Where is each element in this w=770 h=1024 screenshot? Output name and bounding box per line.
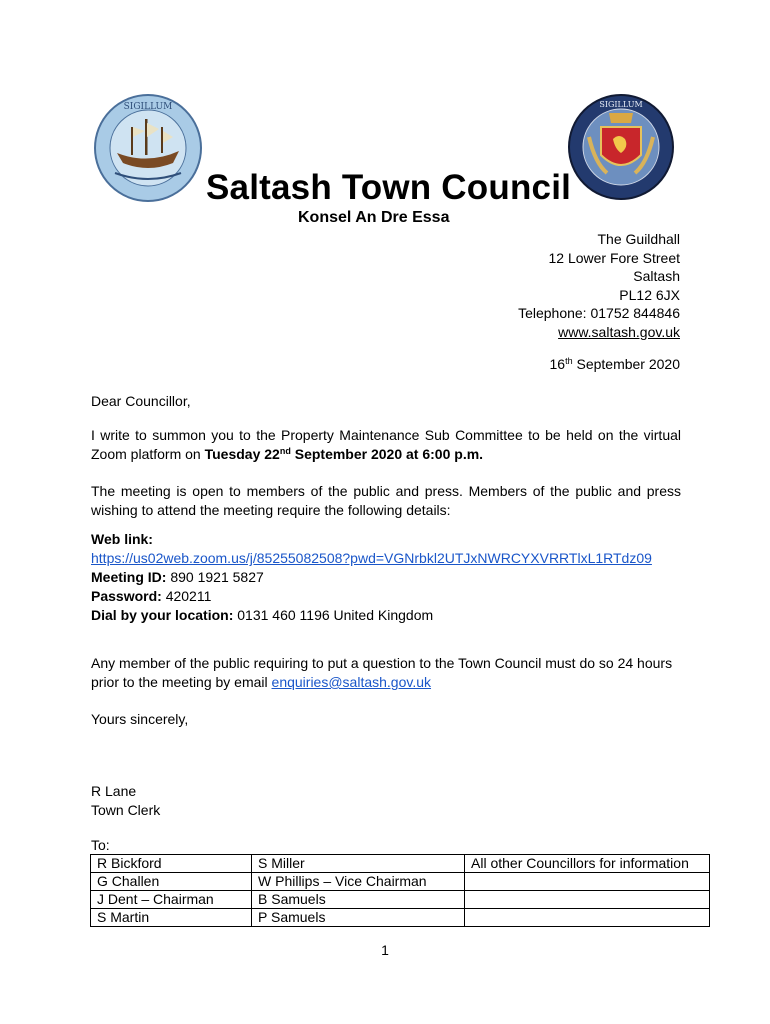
council-subtitle: Konsel An Dre Essa — [298, 209, 450, 226]
table-row — [91, 873, 710, 891]
zoom-weblink[interactable]: https://us02web.zoom.us/j/85255082508?pwd=VGNrbkl2UTJxNWRCYXVRRTlxL1RTdz09 — [91, 550, 652, 566]
date-rest: September 2020 — [572, 356, 680, 372]
question-text: Any member of the public requiring to put a question to the Town Council must do so 24 hours prior to the meeting by email — [91, 655, 673, 690]
table-row — [91, 891, 710, 909]
closing: Yours sincerely, — [91, 711, 189, 727]
table-cell: S Miller — [252, 855, 465, 873]
weblink-label: Web link: — [91, 531, 153, 547]
password-label: Password: — [91, 588, 162, 604]
page-number: 1 — [381, 942, 389, 958]
meeting-details — [91, 530, 681, 625]
meeting-id-label: Meeting ID: — [91, 569, 167, 585]
svg-text:SIGILLUM: SIGILLUM — [123, 102, 173, 112]
table-row — [91, 855, 710, 873]
date-suffix: th — [565, 356, 573, 366]
table-cell: B Samuels — [252, 891, 465, 909]
email-link[interactable]: enquiries@saltash.gov.uk — [271, 674, 432, 690]
table-cell — [465, 909, 710, 927]
table-cell: J Dent – Chairman — [91, 891, 252, 909]
to-label: To: — [91, 837, 110, 853]
address-line-1: The Guildhall — [597, 231, 680, 247]
seal-right-logo — [567, 93, 675, 201]
address-line-2: 12 Lower Fore Street — [548, 249, 680, 266]
table-cell: All other Councillors for information — [465, 855, 710, 873]
dial-label: Dial by your location: — [91, 607, 234, 623]
password-value: 420211 — [161, 588, 212, 604]
meeting-date-a: Tuesday 22 — [204, 446, 280, 462]
table-cell — [465, 891, 710, 909]
council-title: Saltash Town Council — [206, 168, 572, 207]
address-line-3: Saltash — [633, 268, 680, 284]
dial-value: 0131 460 1196 United Kingdom — [233, 607, 434, 623]
salutation: Dear Councillor, — [91, 393, 191, 409]
table-cell — [465, 873, 710, 891]
question-paragraph — [91, 654, 681, 692]
signatory-role: Town Clerk — [91, 802, 161, 818]
public-paragraph: The meeting is open to members of the public and press. Members of the public and press wishing to attend the meeting require the following details: — [91, 483, 681, 518]
svg-text:SIGILLUM: SIGILLUM — [599, 100, 643, 109]
table-cell: G Challen — [91, 873, 252, 891]
address-block — [518, 230, 680, 341]
table-row — [91, 909, 710, 927]
signature-block — [91, 782, 681, 820]
table-cell: P Samuels — [252, 909, 465, 927]
distribution-table — [90, 854, 710, 927]
signatory-name: R Lane — [91, 783, 137, 799]
address-line-4: PL12 6JX — [619, 286, 680, 303]
meeting-date-b: September 2020 at 6:00 p.m. — [290, 446, 484, 462]
website-link[interactable]: www.saltash.gov.uk — [558, 323, 680, 340]
date-day: 16 — [549, 356, 566, 372]
summons-text: I write to summon you to the Property Maintenance Sub Committee to be held on the virtual Zoom platform on — [91, 427, 681, 462]
table-cell: W Phillips – Vice Chairman — [252, 873, 465, 891]
table-cell: R Bickford — [91, 855, 252, 873]
letter-date — [550, 356, 681, 372]
meeting-id-value: 890 1921 5827 — [166, 569, 264, 585]
meeting-date-sup: nd — [279, 446, 291, 456]
telephone: Telephone: 01752 844846 — [518, 305, 680, 321]
summons-paragraph — [91, 426, 681, 464]
table-cell: S Martin — [91, 909, 252, 927]
seal-left-logo — [93, 93, 203, 203]
